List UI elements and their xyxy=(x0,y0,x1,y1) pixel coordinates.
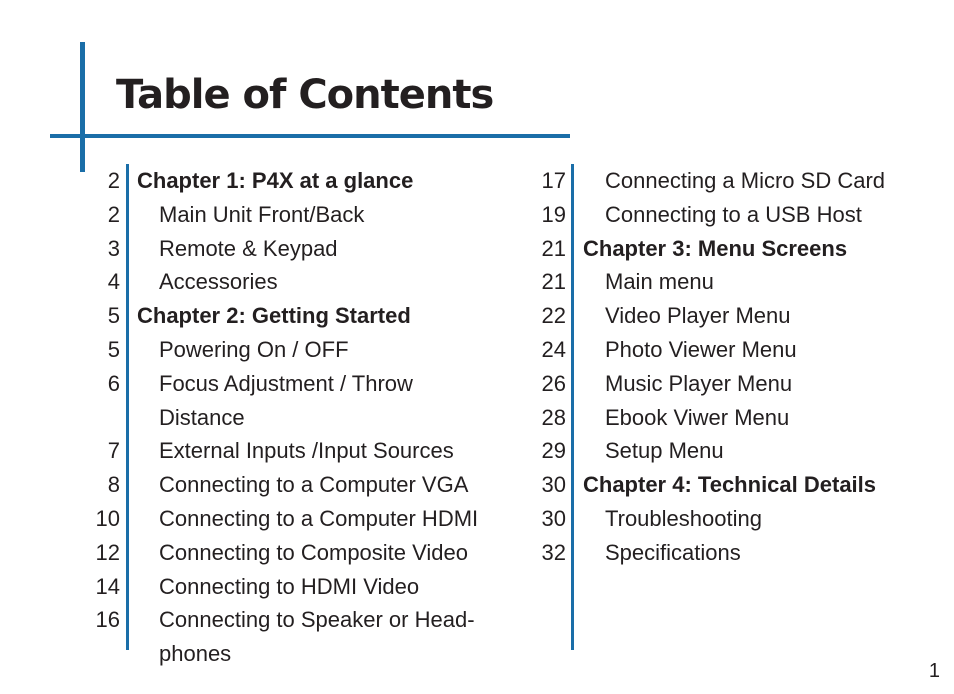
toc-entry-text: Music Player Menu xyxy=(605,370,793,396)
toc-entry-text: Main Unit Front/Back xyxy=(159,201,365,227)
toc-entry-text: Chapter 2: Getting Started xyxy=(137,303,411,329)
toc-page-number: 7 xyxy=(107,438,120,464)
toc-page-number: 14 xyxy=(95,573,120,599)
toc-entry-text: Remote & Keypad xyxy=(159,235,338,261)
toc-entry-text: Chapter 3: Menu Screens xyxy=(583,235,848,261)
toc-page-number: 21 xyxy=(541,235,566,261)
toc-page-number: 30 xyxy=(541,505,566,531)
toc-page-number: 6 xyxy=(107,370,120,396)
toc-entry-text: External Inputs /Input Sources xyxy=(159,438,454,464)
toc-entry[interactable] xyxy=(0,502,520,536)
toc-chapter-entry[interactable] xyxy=(500,468,954,502)
toc-entry[interactable] xyxy=(500,198,954,232)
toc-entry-text: Connecting to Speaker or Head- xyxy=(159,607,475,633)
toc-entry[interactable] xyxy=(0,434,520,468)
toc-page-number: 10 xyxy=(95,505,120,531)
toc-entry-text: Specifications xyxy=(605,539,741,565)
toc-entry[interactable] xyxy=(0,536,520,570)
toc-entry-text: Connecting to a Computer VGA xyxy=(159,472,469,498)
toc-entry[interactable] xyxy=(0,232,520,266)
page-number: 1 xyxy=(928,660,940,682)
toc-page-number: 8 xyxy=(107,472,120,498)
toc-entry[interactable] xyxy=(500,333,954,367)
toc-entry-text: Ebook Viwer Menu xyxy=(605,404,790,430)
page-title: Table of Contents xyxy=(116,72,494,118)
toc-entry[interactable] xyxy=(500,502,954,536)
toc-entry[interactable] xyxy=(500,367,954,401)
toc-entry-text: Distance xyxy=(159,404,245,430)
toc-entry-text: Chapter 1: P4X at a glance xyxy=(137,168,414,193)
toc-chapter-entry[interactable] xyxy=(500,232,954,266)
toc-entry[interactable] xyxy=(500,536,954,570)
toc-entry-text: Video Player Menu xyxy=(605,303,791,329)
title-accent-vertical-bar xyxy=(80,42,85,172)
toc-page-number: 3 xyxy=(107,235,120,261)
toc-entry[interactable] xyxy=(0,367,520,401)
toc-chapter-entry[interactable] xyxy=(0,299,520,333)
toc-page-number: 28 xyxy=(541,404,566,430)
toc-entry[interactable] xyxy=(0,265,520,299)
toc-page-number: 5 xyxy=(107,303,120,329)
toc-entry[interactable] xyxy=(500,299,954,333)
toc-entry[interactable] xyxy=(500,164,954,198)
toc-page-number: 30 xyxy=(541,472,566,498)
toc-page-number: 2 xyxy=(107,168,120,193)
title-accent-horizontal-bar xyxy=(50,134,570,138)
toc-entry-text: Connecting to Composite Video xyxy=(159,539,469,565)
toc-entry-text: Accessories xyxy=(159,269,278,295)
toc-entry-text: Connecting to HDMI Video xyxy=(159,573,420,599)
toc-entry[interactable] xyxy=(0,570,520,604)
toc-page-number: 2 xyxy=(107,201,120,227)
toc-entry[interactable] xyxy=(0,198,520,232)
toc-entry[interactable] xyxy=(500,265,954,299)
toc-entry-text: Focus Adjustment / Throw xyxy=(159,370,413,396)
toc-page-number: 22 xyxy=(541,303,566,329)
toc-entry[interactable] xyxy=(0,401,520,435)
toc-page-number: 19 xyxy=(541,201,566,227)
toc-entry[interactable] xyxy=(500,434,954,468)
toc-entry[interactable] xyxy=(0,333,520,367)
toc-entry[interactable] xyxy=(0,603,520,637)
toc-entry-text: Connecting to a USB Host xyxy=(605,201,862,227)
toc-left-column xyxy=(0,164,520,671)
toc-page-number: 4 xyxy=(107,269,120,295)
toc-page-number: 17 xyxy=(541,168,566,193)
toc-entry-text: phones xyxy=(159,641,232,667)
toc-entry-text: Connecting to a Computer HDMI xyxy=(159,505,479,531)
toc-right-column xyxy=(500,164,954,570)
toc-chapter-entry[interactable] xyxy=(0,164,520,198)
toc-entry-text: Troubleshooting xyxy=(605,505,762,531)
toc-page-number: 32 xyxy=(541,539,566,565)
toc-entry-text: Main menu xyxy=(605,269,714,295)
toc-page-number: 29 xyxy=(541,438,566,464)
toc-page-number: 26 xyxy=(541,370,566,396)
toc-page-number: 24 xyxy=(541,336,566,362)
toc-entry-text: Chapter 4: Technical Details xyxy=(583,472,877,498)
toc-entry-text: Connecting a Micro SD Card xyxy=(605,168,886,193)
toc-entry-text: Photo Viewer Menu xyxy=(605,336,797,362)
toc-entry-text: Powering On / OFF xyxy=(159,336,349,362)
toc-entry[interactable] xyxy=(0,637,520,671)
toc-page-number: 21 xyxy=(541,269,566,295)
toc-page-number: 16 xyxy=(95,607,120,633)
toc-page-number: 5 xyxy=(107,336,120,362)
toc-entry-text: Setup Menu xyxy=(605,438,724,464)
toc-page-number: 12 xyxy=(95,539,120,565)
toc-entry[interactable] xyxy=(0,468,520,502)
toc-entry[interactable] xyxy=(500,401,954,435)
